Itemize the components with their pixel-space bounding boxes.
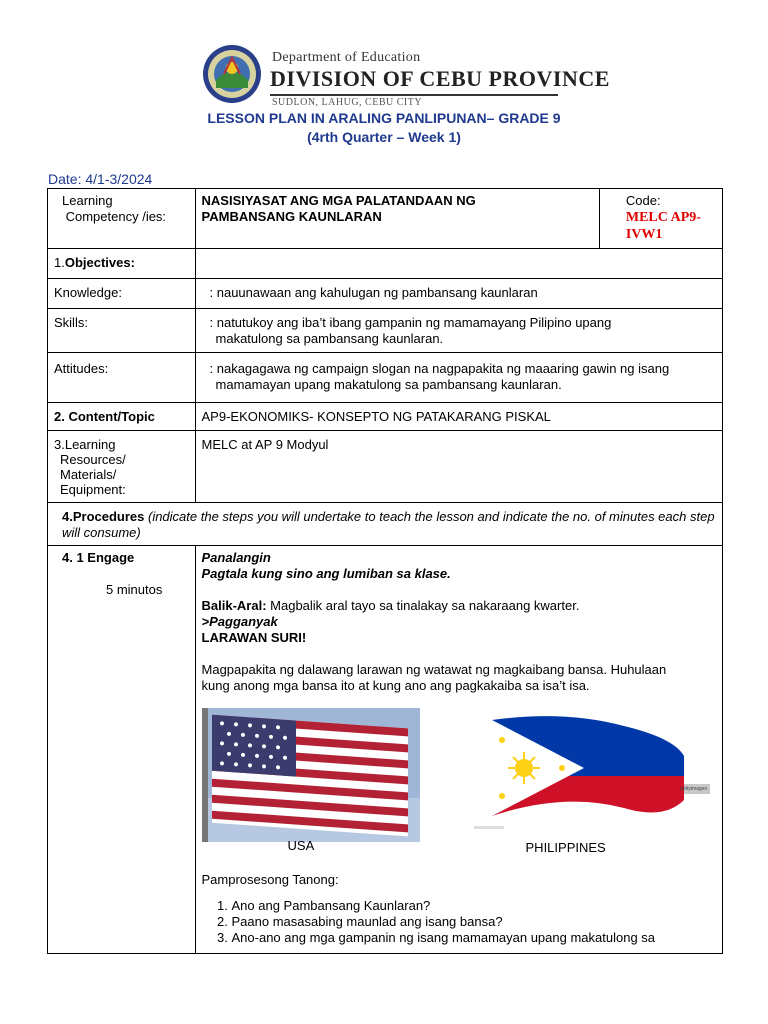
division-address: SUDLON, LAHUG, CEBU CITY: [272, 97, 423, 108]
skills-label: Skills:: [48, 309, 196, 353]
attitudes-text: : nakagagawa ng campaign slogan na nagpapakita ng maaaring gawin ng isang mamamayan upang makatulong sa pambansang kaunlaran.: [195, 353, 722, 403]
philippines-flag-image: [474, 716, 710, 838]
engage-content: [195, 546, 722, 954]
knowledge-label: Knowledge:: [48, 279, 196, 309]
division-seal-logo: [202, 44, 262, 104]
procedures-row: [48, 503, 723, 546]
question-item: 3. Ano-ano ang mga gampanin ng isang mamamayan upang makatulong sa: [232, 930, 716, 946]
resources-row: [48, 431, 723, 503]
resources-text: MELC at AP 9 Modyul: [195, 431, 722, 503]
prayer: Panalangin: [201, 550, 271, 565]
engage-label-cell: [48, 546, 196, 954]
question-item: 1. Ano ang Pambansang Kaunlaran?: [232, 898, 716, 914]
motivation: >Pagganyak: [201, 614, 278, 629]
question-item: 2. Paano masasabing maunlad ang isang bansa?: [232, 914, 716, 930]
competency-label: Learning Competency /ies:: [48, 189, 196, 249]
knowledge-text: : nauunawaan ang kahulugan ng pambansang kaunlaran: [195, 279, 722, 309]
picture-analysis: LARAWAN SURI!: [201, 630, 307, 645]
deped-header: [198, 38, 610, 108]
processing-questions-list: [202, 898, 716, 946]
philippines-flag-caption: PHILIPPINES: [525, 840, 606, 855]
content-row: [48, 403, 723, 431]
content-text: AP9-EKONOMIKS- KONSEPTO NG PATAKARANG PISKAL: [195, 403, 722, 431]
skills-text: : natutukoy ang iba’t ibang gampanin ng mamamayang Pilipino upang makatulong sa pambansang kaunlaran.: [195, 309, 722, 353]
processing-questions-label: Pamprosesong Tanong:: [201, 872, 339, 887]
content-label: 2. Content/Topic: [48, 403, 196, 431]
lesson-plan-subtitle: (4rth Quarter – Week 1): [307, 129, 461, 145]
objectives-label: 1.Objectives:: [48, 249, 196, 279]
lesson-plan-table: [47, 188, 723, 954]
competency-text: NASISIYASAT ANG MGA PALATANDAAN NG PAMBANSANG KAUNLARAN: [195, 189, 599, 249]
attitudes-row: [48, 353, 723, 403]
instruction-line-2: kung anong mga bansa ito at kung ano ang pagkakaiba sa isa’t isa.: [201, 678, 590, 693]
review-label: Balik-Aral:: [201, 598, 267, 613]
competency-code: Code: MELC AP9- IVW1: [599, 189, 722, 249]
attitudes-label: Attitudes:: [48, 353, 196, 403]
attendance: Pagtala kung sino ang lumiban sa klase.: [201, 566, 451, 581]
lesson-date: Date: 4/1-3/2024: [48, 171, 153, 187]
procedures-text: 4.Procedures (indicate the steps you will undertake to teach the lesson and indicate the no. of minutes each step will consume): [48, 503, 723, 546]
usa-flag-image: [202, 708, 420, 842]
code-value: MELC AP9-: [625, 210, 701, 225]
knowledge-row: [48, 279, 723, 309]
lesson-plan-title: LESSON PLAN IN ARALING PANLIPUNAN– GRADE 9: [207, 110, 561, 126]
review-text: Magbalik aral tayo sa tinalakay sa nakaraang kwarter.: [266, 598, 580, 613]
engage-minutes: 5 minutos: [106, 582, 163, 597]
skills-row: [48, 309, 723, 353]
usa-flag-caption: USA: [287, 838, 315, 853]
engage-row: [48, 546, 723, 954]
department-name: Department of Education: [272, 50, 421, 65]
objectives-row: [48, 249, 723, 279]
resources-label: 3.Learning Resources/ Materials/ Equipment:: [48, 431, 196, 503]
instruction-line-1: Magpapakita ng dalawang larawan ng watawat ng magkaibang bansa. Huhulaan: [201, 662, 667, 677]
flag-images: [202, 708, 716, 858]
getty-watermark: gettyimages: [679, 786, 707, 792]
division-name: DIVISION OF CEBU PROVINCE: [270, 66, 610, 91]
engage-label: 4. 1 Engage: [62, 550, 135, 565]
header-divider: [270, 94, 558, 96]
competency-row: [48, 189, 723, 249]
